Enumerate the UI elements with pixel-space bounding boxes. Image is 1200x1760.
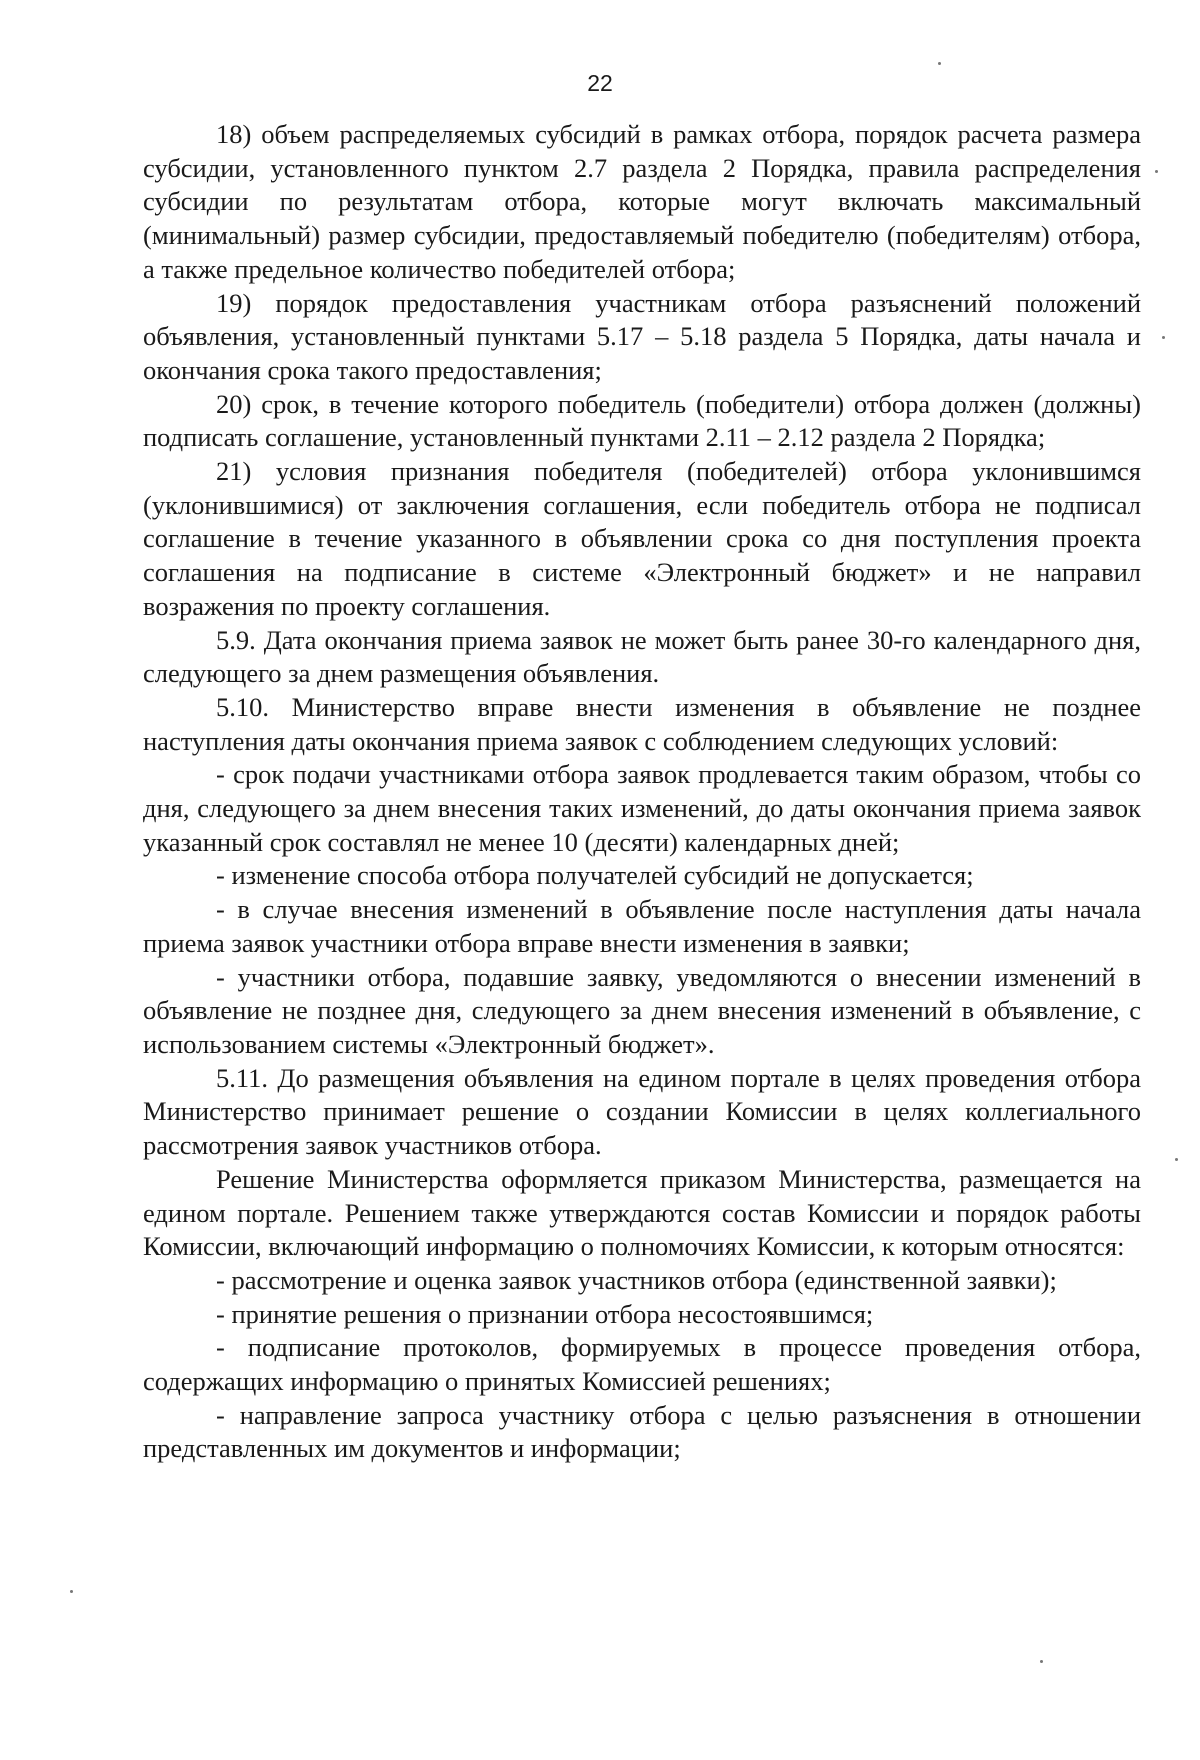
paragraph-5-9: 5.9. Дата окончания приема заявок не может быть ранее 30-го календарного дня, следующего за днем размещения объявления. (143, 624, 1141, 689)
paragraph-21: 21) условия признания победителя (победителей) отбора уклонившимся (уклонившимися) от заключения соглашения, если победитель отбора не подписал соглашение в течение указанного в объявлении срока со дня поступления проекта соглашения на подписание в системе «Электронный бюджет» и не направил возражения по проекту соглашения. (143, 456, 1141, 621)
list-item-review: - рассмотрение и оценка заявок участников отбора (единственной заявки); (216, 1264, 1057, 1295)
scan-speck (938, 62, 941, 65)
list-item-deadline-extension: - срок подачи участниками отбора заявок продлевается таким образом, чтобы со дня, следующего за днем внесения таких изменений, до даты окончания приема заявок указанный срок составлял не менее 10 (десяти) календарных дней; (143, 759, 1141, 857)
paragraph-20: 20) срок, в течение которого победитель (победители) отбора должен (должны) подписать соглашение, установленный пунктами 2.11 – 2.12 раздела 2 Порядка; (143, 388, 1141, 453)
paragraph-5-10: 5.10. Министерство вправе внести изменения в объявление не позднее наступления даты окончания приема заявок с соблюдением следующих условий: (143, 691, 1141, 756)
list-item-failed-selection: - принятие решения о признании отбора несостоявшимся; (216, 1298, 874, 1329)
paragraph-5-11: 5.11. До размещения объявления на едином портале в целях проведения отбора Министерство принимает решение о создании Комиссии в целях коллегиального рассмотрения заявок участников отбора. (143, 1062, 1141, 1161)
document-body (143, 118, 1141, 1466)
list-item-method-change: - изменение способа отбора получателей субсидий не допускается; (216, 860, 974, 891)
page-number: 22 (587, 70, 613, 96)
list-item-protocols: - подписание протоколов, формируемых в процессе проведения отбора, содержащих информацию о принятых Комиссией решениях; (143, 1332, 1141, 1397)
scan-speck (1175, 1158, 1178, 1161)
paragraph-decision: Решение Министерства оформляется приказом Министерства, размещается на едином портале. Решением также утверждаются состав Комиссии и порядок работы Комиссии, включающий информацию о полномочиях Комиссии, к которым относятся: (143, 1163, 1141, 1262)
scan-speck (1162, 336, 1165, 339)
list-item-notification: - участники отбора, подавшие заявку, уведомляются о внесении изменений в объявление не позднее дня, следующего за днем внесения изменений в объявление, с использованием системы «Электронный бюджет». (143, 961, 1141, 1059)
paragraph-18: 18) объем распределяемых субсидий в рамках отбора, порядок расчета размера субсидии, установленного пунктом 2.7 раздела 2 Порядка, правила распределения субсидии по результатам отбора, которые могут включать максимальный (минимальный) размер субсидии, предоставляемый победителю (победителям) отбора, а также предельное количество победителей отбора; (143, 119, 1141, 284)
scan-speck (70, 1590, 73, 1593)
scan-speck (1155, 170, 1158, 173)
list-item-clarification-request: - направление запроса участнику отбора с целью разъяснения в отношении представленных им документов и информации; (143, 1399, 1141, 1464)
scan-speck (1040, 1660, 1043, 1663)
paragraph-19: 19) порядок предоставления участникам отбора разъяснений положений объявления, установленный пунктами 5.17 – 5.18 раздела 5 Порядка, даты начала и окончания срока такого предоставления; (143, 287, 1141, 385)
list-item-application-changes: - в случае внесения изменений в объявление после наступления даты начала приема заявок участники отбора вправе внести изменения в заявки; (143, 894, 1141, 958)
